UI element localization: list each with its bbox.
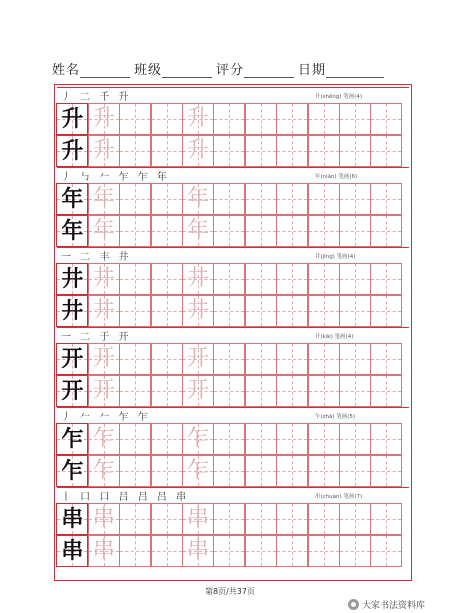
model-char: 串 <box>61 506 84 532</box>
practice-cell[interactable] <box>276 423 308 455</box>
stroke-order: 丨 口 口 吕 吕 吕 串 <box>61 492 190 503</box>
practice-cell[interactable] <box>339 183 371 215</box>
grid-row <box>57 455 409 487</box>
practice-cell[interactable] <box>119 135 151 167</box>
trace-char: 升 <box>187 106 210 131</box>
practice-section <box>57 247 409 327</box>
practice-cell[interactable] <box>308 503 340 535</box>
trace-char: 开 <box>92 378 115 403</box>
practice-cell[interactable] <box>119 103 151 135</box>
practice-section <box>57 487 409 567</box>
practice-cell[interactable] <box>151 295 183 327</box>
practice-section <box>57 407 409 487</box>
practice-cell[interactable] <box>182 455 214 487</box>
practice-cell[interactable] <box>339 295 371 327</box>
model-cell[interactable] <box>56 535 88 567</box>
practice-cell[interactable] <box>213 455 245 487</box>
practice-cell[interactable] <box>339 135 371 167</box>
practice-cell[interactable] <box>308 295 340 327</box>
practice-cell[interactable] <box>245 375 277 407</box>
practice-cell[interactable] <box>370 215 402 247</box>
practice-cell[interactable] <box>339 263 371 295</box>
practice-cell[interactable] <box>182 295 214 327</box>
wechat-icon <box>348 599 359 610</box>
practice-cell[interactable] <box>308 343 340 375</box>
trace-char: 年 <box>92 186 115 211</box>
grid-row <box>57 423 409 455</box>
model-cell[interactable] <box>56 215 88 247</box>
practice-cell[interactable] <box>119 295 151 327</box>
practice-cell[interactable] <box>182 103 214 135</box>
practice-section <box>57 327 409 407</box>
practice-cell[interactable] <box>245 135 277 167</box>
practice-cell[interactable] <box>370 343 402 375</box>
practice-cell[interactable] <box>88 103 120 135</box>
practice-cell[interactable] <box>119 535 151 567</box>
model-cell[interactable] <box>56 263 88 295</box>
practice-cell[interactable] <box>308 455 340 487</box>
practice-cell[interactable] <box>276 295 308 327</box>
section-caption <box>57 487 409 503</box>
trace-char: 井 <box>92 266 115 291</box>
practice-cell[interactable] <box>308 183 340 215</box>
grid-row <box>57 103 409 135</box>
trace-char: 开 <box>187 346 210 371</box>
practice-cell[interactable] <box>370 423 402 455</box>
char-info: 年(nián) 笔画(6) <box>315 174 358 180</box>
grid-row <box>57 135 409 167</box>
trace-char: 井 <box>187 266 210 291</box>
practice-cell[interactable] <box>151 135 183 167</box>
tianzige-grid <box>57 423 409 487</box>
practice-cell[interactable] <box>213 375 245 407</box>
practice-cell[interactable] <box>370 263 402 295</box>
char-info: 开(kāi) 笔画(4) <box>315 334 354 340</box>
date-field <box>298 59 388 78</box>
trace-char: 串 <box>92 506 115 531</box>
char-info: 升(shēng) 笔画(4) <box>315 94 363 100</box>
name-field <box>52 59 134 78</box>
watermark <box>348 598 425 611</box>
practice-cell[interactable] <box>213 135 245 167</box>
practice-cell[interactable] <box>213 343 245 375</box>
model-char: 乍 <box>61 458 84 484</box>
date-label: 日期 <box>298 63 327 78</box>
model-cell[interactable] <box>56 455 88 487</box>
trace-char: 串 <box>187 538 210 563</box>
grid-row <box>57 343 409 375</box>
practice-cell[interactable] <box>119 183 151 215</box>
practice-cell[interactable] <box>276 535 308 567</box>
practice-cell[interactable] <box>119 375 151 407</box>
grid-row <box>57 375 409 407</box>
practice-cell[interactable] <box>370 375 402 407</box>
trace-char: 升 <box>187 138 210 163</box>
practice-cell[interactable] <box>308 535 340 567</box>
trace-char: 升 <box>92 106 115 131</box>
practice-cell[interactable] <box>276 263 308 295</box>
practice-cell[interactable] <box>182 535 214 567</box>
practice-cell[interactable] <box>182 135 214 167</box>
practice-cell[interactable] <box>339 343 371 375</box>
practice-cell[interactable] <box>182 215 214 247</box>
practice-cell[interactable] <box>339 215 371 247</box>
practice-cell[interactable] <box>88 135 120 167</box>
practice-cell[interactable] <box>370 183 402 215</box>
practice-cell[interactable] <box>88 343 120 375</box>
score-blank[interactable] <box>244 64 294 78</box>
practice-cell[interactable] <box>151 375 183 407</box>
model-cell[interactable] <box>56 135 88 167</box>
trace-char: 年 <box>187 218 210 243</box>
model-char: 年 <box>61 186 84 212</box>
class-field <box>134 59 216 78</box>
score-field <box>216 59 298 78</box>
section-caption <box>57 327 409 343</box>
grid-row <box>57 295 409 327</box>
section-caption <box>57 87 409 103</box>
practice-cell[interactable] <box>245 423 277 455</box>
model-cell[interactable] <box>56 183 88 215</box>
practice-cell[interactable] <box>88 263 120 295</box>
trace-char: 开 <box>187 378 210 403</box>
model-char: 乍 <box>61 426 84 452</box>
practice-cell[interactable] <box>276 215 308 247</box>
grid-row <box>57 183 409 215</box>
practice-cell[interactable] <box>119 215 151 247</box>
practice-cell[interactable] <box>151 423 183 455</box>
practice-cell[interactable] <box>182 183 214 215</box>
trace-char: 串 <box>92 538 115 563</box>
practice-cell[interactable] <box>245 535 277 567</box>
practice-cell[interactable] <box>339 103 371 135</box>
practice-cell[interactable] <box>151 263 183 295</box>
practice-cell[interactable] <box>151 455 183 487</box>
practice-cell[interactable] <box>119 455 151 487</box>
practice-cell[interactable] <box>370 103 402 135</box>
practice-section <box>57 167 409 247</box>
model-char: 年 <box>61 218 84 244</box>
tianzige-grid <box>57 263 409 327</box>
model-cell[interactable] <box>56 295 88 327</box>
grid-row <box>57 503 409 535</box>
practice-cell[interactable] <box>276 183 308 215</box>
section-caption <box>57 167 409 183</box>
practice-cell[interactable] <box>245 343 277 375</box>
char-info: 乍(zhà) 笔画(5) <box>315 414 356 420</box>
stroke-order: 丿 𠂉 𠂉 乍 乍 <box>61 412 151 423</box>
practice-cell[interactable] <box>370 135 402 167</box>
practice-cell[interactable] <box>213 263 245 295</box>
practice-cell[interactable] <box>88 375 120 407</box>
practice-cell[interactable] <box>245 215 277 247</box>
practice-cell[interactable] <box>151 503 183 535</box>
class-blank[interactable] <box>162 64 212 78</box>
page-number: 第8页/共37页 <box>205 587 255 596</box>
name-blank[interactable] <box>80 64 130 78</box>
practice-cell[interactable] <box>276 343 308 375</box>
practice-cell[interactable] <box>213 503 245 535</box>
stroke-order: 丿 二 千 升 <box>61 92 132 103</box>
practice-cell[interactable] <box>182 343 214 375</box>
model-cell[interactable] <box>56 503 88 535</box>
trace-char: 井 <box>92 298 115 323</box>
practice-cell[interactable] <box>182 503 214 535</box>
practice-sheet <box>54 84 412 581</box>
trace-char: 乍 <box>187 458 210 483</box>
model-char: 井 <box>61 266 84 292</box>
practice-cell[interactable] <box>245 455 277 487</box>
practice-cell[interactable] <box>88 503 120 535</box>
practice-cell[interactable] <box>151 215 183 247</box>
tianzige-grid <box>57 183 409 247</box>
practice-cell[interactable] <box>213 183 245 215</box>
stroke-order: 一 二 于 开 <box>61 332 132 343</box>
practice-cell[interactable] <box>308 135 340 167</box>
model-char: 开 <box>61 346 84 372</box>
practice-cell[interactable] <box>182 263 214 295</box>
practice-cell[interactable] <box>119 263 151 295</box>
trace-char: 乍 <box>92 426 115 451</box>
practice-cell[interactable] <box>308 263 340 295</box>
practice-cell[interactable] <box>245 183 277 215</box>
practice-cell[interactable] <box>88 215 120 247</box>
practice-cell[interactable] <box>213 103 245 135</box>
char-info: 井(jǐng) 笔画(4) <box>315 254 356 260</box>
practice-cell[interactable] <box>308 103 340 135</box>
practice-cell[interactable] <box>151 183 183 215</box>
practice-cell[interactable] <box>88 535 120 567</box>
watermark-text: 大家书法资料库 <box>362 601 426 611</box>
practice-cell[interactable] <box>276 455 308 487</box>
practice-cell[interactable] <box>245 295 277 327</box>
practice-cell[interactable] <box>276 503 308 535</box>
stroke-order: 一 二 丰 井 <box>61 252 132 263</box>
practice-cell[interactable] <box>276 135 308 167</box>
practice-cell[interactable] <box>308 423 340 455</box>
char-info: 串(chuàn) 笔画(7) <box>315 494 363 500</box>
practice-cell[interactable] <box>308 215 340 247</box>
model-char: 串 <box>61 538 84 564</box>
model-cell[interactable] <box>56 423 88 455</box>
tianzige-grid <box>57 503 409 567</box>
practice-cell[interactable] <box>151 343 183 375</box>
stroke-order: 丿 ㇉ 𠂉 乍 乍 年 <box>61 172 170 183</box>
section-caption <box>57 407 409 423</box>
model-char: 升 <box>61 106 84 132</box>
score-label: 评分 <box>216 63 245 78</box>
practice-cell[interactable] <box>151 535 183 567</box>
name-label: 姓名 <box>52 63 81 78</box>
trace-char: 井 <box>187 298 210 323</box>
practice-cell[interactable] <box>245 503 277 535</box>
practice-cell[interactable] <box>151 103 183 135</box>
practice-cell[interactable] <box>339 423 371 455</box>
tianzige-grid <box>57 103 409 167</box>
date-blank[interactable] <box>326 64 384 78</box>
practice-cell[interactable] <box>339 455 371 487</box>
grid-row <box>57 535 409 567</box>
model-cell[interactable] <box>56 343 88 375</box>
model-cell[interactable] <box>56 375 88 407</box>
trace-char: 升 <box>92 138 115 163</box>
practice-cell[interactable] <box>339 375 371 407</box>
trace-char: 串 <box>187 506 210 531</box>
practice-cell[interactable] <box>245 263 277 295</box>
practice-cell[interactable] <box>370 295 402 327</box>
class-label: 班级 <box>134 63 163 78</box>
student-info-header <box>52 56 412 78</box>
practice-cell[interactable] <box>182 375 214 407</box>
practice-cell[interactable] <box>276 103 308 135</box>
section-caption <box>57 247 409 263</box>
practice-cell[interactable] <box>88 183 120 215</box>
practice-cell[interactable] <box>88 455 120 487</box>
practice-cell[interactable] <box>119 343 151 375</box>
practice-cell[interactable] <box>276 375 308 407</box>
practice-cell[interactable] <box>370 535 402 567</box>
practice-cell[interactable] <box>213 535 245 567</box>
trace-char: 年 <box>187 186 210 211</box>
practice-cell[interactable] <box>308 375 340 407</box>
practice-cell[interactable] <box>119 423 151 455</box>
model-char: 开 <box>61 378 84 404</box>
practice-cell[interactable] <box>245 103 277 135</box>
practice-cell[interactable] <box>213 423 245 455</box>
tianzige-grid <box>57 343 409 407</box>
grid-row <box>57 263 409 295</box>
trace-char: 乍 <box>187 426 210 451</box>
trace-char: 乍 <box>92 458 115 483</box>
practice-cell[interactable] <box>213 215 245 247</box>
practice-section <box>57 87 409 167</box>
trace-char: 开 <box>92 346 115 371</box>
practice-cell[interactable] <box>339 503 371 535</box>
practice-cell[interactable] <box>182 423 214 455</box>
model-cell[interactable] <box>56 103 88 135</box>
trace-char: 年 <box>92 218 115 243</box>
practice-cell[interactable] <box>339 535 371 567</box>
practice-cell[interactable] <box>370 455 402 487</box>
practice-cell[interactable] <box>370 503 402 535</box>
practice-cell[interactable] <box>88 295 120 327</box>
practice-cell[interactable] <box>119 503 151 535</box>
practice-cell[interactable] <box>88 423 120 455</box>
practice-cell[interactable] <box>213 295 245 327</box>
model-char: 井 <box>61 298 84 324</box>
grid-row <box>57 215 409 247</box>
model-char: 升 <box>61 138 84 164</box>
